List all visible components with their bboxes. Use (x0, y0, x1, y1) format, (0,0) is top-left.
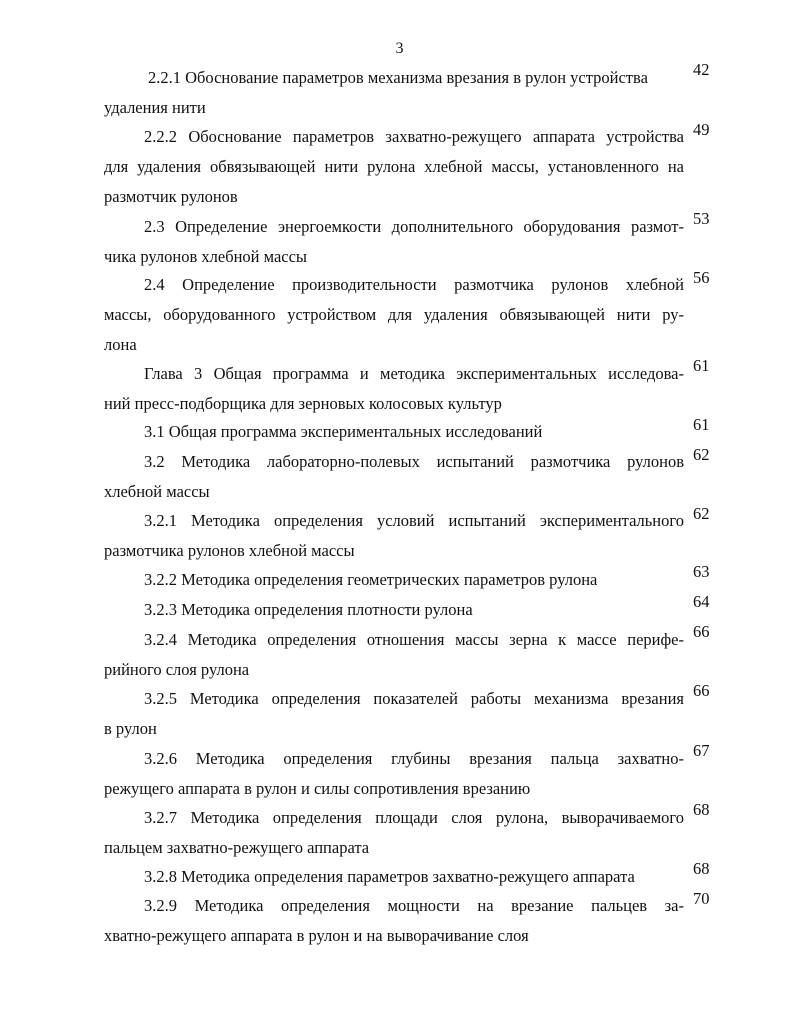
toc-entry-continuation: рийного слоя рулона (104, 660, 250, 679)
toc-entry-title: 3.2.7 Методика определения площади слоя рулона, выворачиваемого (144, 808, 684, 827)
toc-entry-continuation: размотчика рулонов хлебной массы (104, 541, 355, 560)
toc-entry-title: 3.2.2 Методика определения геометрических параметров рулона (144, 570, 598, 589)
toc-page-number: 68 (693, 859, 710, 878)
toc-entry-title: Глава 3 Общая программа и методика экспериментальных исследова- (144, 364, 684, 383)
toc-entry-title: 3.2 Методика лабораторно-полевых испытаний размотчика рулонов (144, 452, 684, 471)
toc-entry-continuation: чика рулонов хлебной массы (104, 247, 308, 266)
toc-page-number: 56 (693, 268, 710, 287)
toc-page-number: 70 (693, 889, 710, 908)
toc-entry-title: 2.4 Определение производительности размотчика рулонов хлебной (144, 275, 684, 294)
toc-entry-title: 3.2.1 Методика определения условий испытаний экспериментального (144, 511, 684, 530)
toc-page-number: 66 (693, 622, 710, 641)
toc-entry-title: 3.2.4 Методика определения отношения массы зерна к массе перифе- (144, 630, 684, 649)
toc-entry-continuation: режущего аппарата в рулон и силы сопротивления врезанию (104, 779, 531, 798)
toc-entry-title: 3.2.9 Методика определения мощности на врезание пальцев за- (144, 896, 684, 915)
toc-entry-continuation: пальцем захватно-режущего аппарата (104, 838, 370, 857)
toc-entry-continuation: удаления нити (104, 98, 206, 117)
toc-entry-continuation: массы, оборудованного устройством для удаления обвязывающей нити ру- (104, 305, 684, 324)
toc-entry-title: 3.2.6 Методика определения глубины врезания пальца захватно- (144, 749, 684, 768)
page-number: 3 (395, 40, 404, 57)
toc-page-number: 64 (693, 592, 710, 611)
toc-page-number: 49 (693, 120, 710, 139)
toc-page-number: 62 (693, 504, 710, 523)
toc-entry-title: 3.2.8 Методика определения параметров захватно-режущего аппарата (144, 867, 635, 886)
toc-entry-continuation: размотчик рулонов (104, 187, 238, 206)
toc-page-number: 66 (693, 681, 710, 700)
toc-page-number: 67 (693, 741, 710, 760)
toc-entry-title: 3.1 Общая программа экспериментальных исследований (144, 422, 543, 441)
toc-entry-title: 3.2.5 Методика определения показателей работы механизма врезания (144, 689, 684, 708)
toc-entry-continuation: лона (104, 335, 137, 354)
toc-entry-continuation: хлебной массы (104, 482, 210, 501)
toc-page-number: 68 (693, 800, 710, 819)
toc-page-number: 53 (693, 209, 710, 228)
toc-entry-continuation: в рулон (104, 719, 157, 738)
toc-page-number: 62 (693, 445, 710, 464)
toc-entry-title: 2.2.1 Обоснование параметров механизма врезания в рулон устройства (148, 68, 648, 87)
toc-entry-continuation: ний пресс-подборщика для зерновых колосовых культур (104, 394, 502, 413)
toc-entry-continuation: для удаления обвязывающей нити рулона хлебной массы, установленного на (104, 157, 684, 176)
toc-entry-continuation: хватно-режущего аппарата в рулон и на выворачивание слоя (104, 926, 529, 945)
toc-entry-title: 2.2.2 Обоснование параметров захватно-режущего аппарата устройства (144, 127, 684, 146)
toc-entry-title: 3.2.3 Методика определения плотности рулона (144, 600, 473, 619)
toc-page-number: 61 (693, 356, 710, 375)
toc-entry-title: 2.3 Определение энергоемкости дополнительного оборудования размот- (144, 217, 684, 236)
toc-page-number: 42 (693, 60, 710, 79)
toc-page-number: 63 (693, 562, 710, 581)
toc-page-number: 61 (693, 415, 710, 434)
